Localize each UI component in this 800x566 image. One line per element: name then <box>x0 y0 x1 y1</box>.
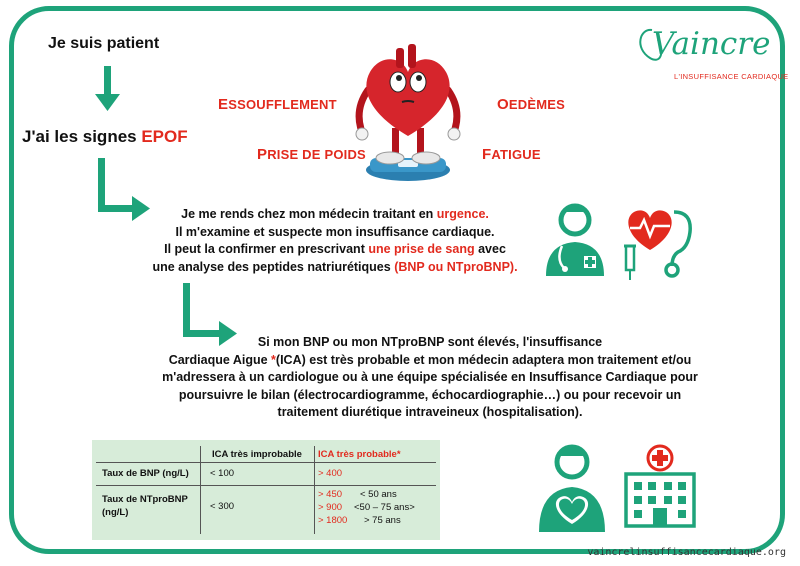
epof-label: EPOF <box>141 127 188 146</box>
step-signs <box>22 127 188 147</box>
website-url[interactable]: vaincrelinsuffisancecardiaque.org <box>587 547 786 558</box>
table-cell: > 75 ans <box>364 515 401 526</box>
heart-stethoscope-icon <box>620 202 700 282</box>
table-cell: < 300 <box>210 501 235 512</box>
table-row-bnp-label: Taux de BNP (ng/L) <box>102 468 189 479</box>
step-doctor-visit: Je me rends chez mon médecin traitant en urgence. Il m'examine et suspecte mon insuffisance cardiaque. Il peut la confirmer en prescrivant une prise de sang avec une analyse des peptides natriurétiques (BNP ou NTproBNP). <box>152 207 518 274</box>
doctor-icon <box>540 198 610 278</box>
symptom-fatigue: FATIGUE <box>482 146 541 163</box>
table-row-ntprobnp-unit: (ng/L) <box>102 507 129 518</box>
table-cell: <50 – 75 ans> <box>354 502 415 513</box>
step-patient: Je suis patient <box>48 35 160 52</box>
table-cell: > 450 <box>318 489 343 500</box>
heart-mascot-icon <box>340 40 470 185</box>
table-cell: > 400 <box>318 468 343 479</box>
table-col-probable: ICA très probable* <box>318 449 401 460</box>
step-bnp-result: Si mon BNP ou mon NTproBNP sont élevés, l'insuffisance Cardiaque Aigue *(ICA) est très probable et mon médecin adaptera mon traitement et/ou m'adressera à un cardiologue ou à une équipe spécialisée en Insuffisance Cardiaque pour poursuivre le bilan (électrocardiogramme, échocardiographie…) ou pour recevoir un traitement diurétique intraveineux (hospitalisation). <box>162 335 698 420</box>
arrow-down-icon <box>93 66 123 116</box>
signs-label: J'ai les signes <box>22 127 142 146</box>
doctor-heart-icon <box>535 440 610 535</box>
symptom-prise-de-poids: PRISE DE POIDS <box>257 146 366 163</box>
table-cell: > 900 <box>318 502 343 513</box>
table-cell: < 100 <box>210 468 235 479</box>
bnp-table <box>92 440 440 540</box>
table-col-improbable: ICA très improbable <box>212 449 302 460</box>
symptom-oedemes: OEDÈMES <box>497 96 565 113</box>
table-cell: > 1800 <box>318 515 348 526</box>
logo-name: Vaincre <box>652 26 771 62</box>
table-cell: < 50 ans <box>360 489 397 500</box>
logo-subtitle: L'INSUFFISANCE CARDIAQUE <box>674 72 789 81</box>
table-row-ntprobnp-label: Taux de NTproBNP <box>102 494 188 505</box>
symptom-essoufflement: ESSOUFFLEMENT <box>218 96 337 113</box>
hospital-icon <box>620 444 700 530</box>
